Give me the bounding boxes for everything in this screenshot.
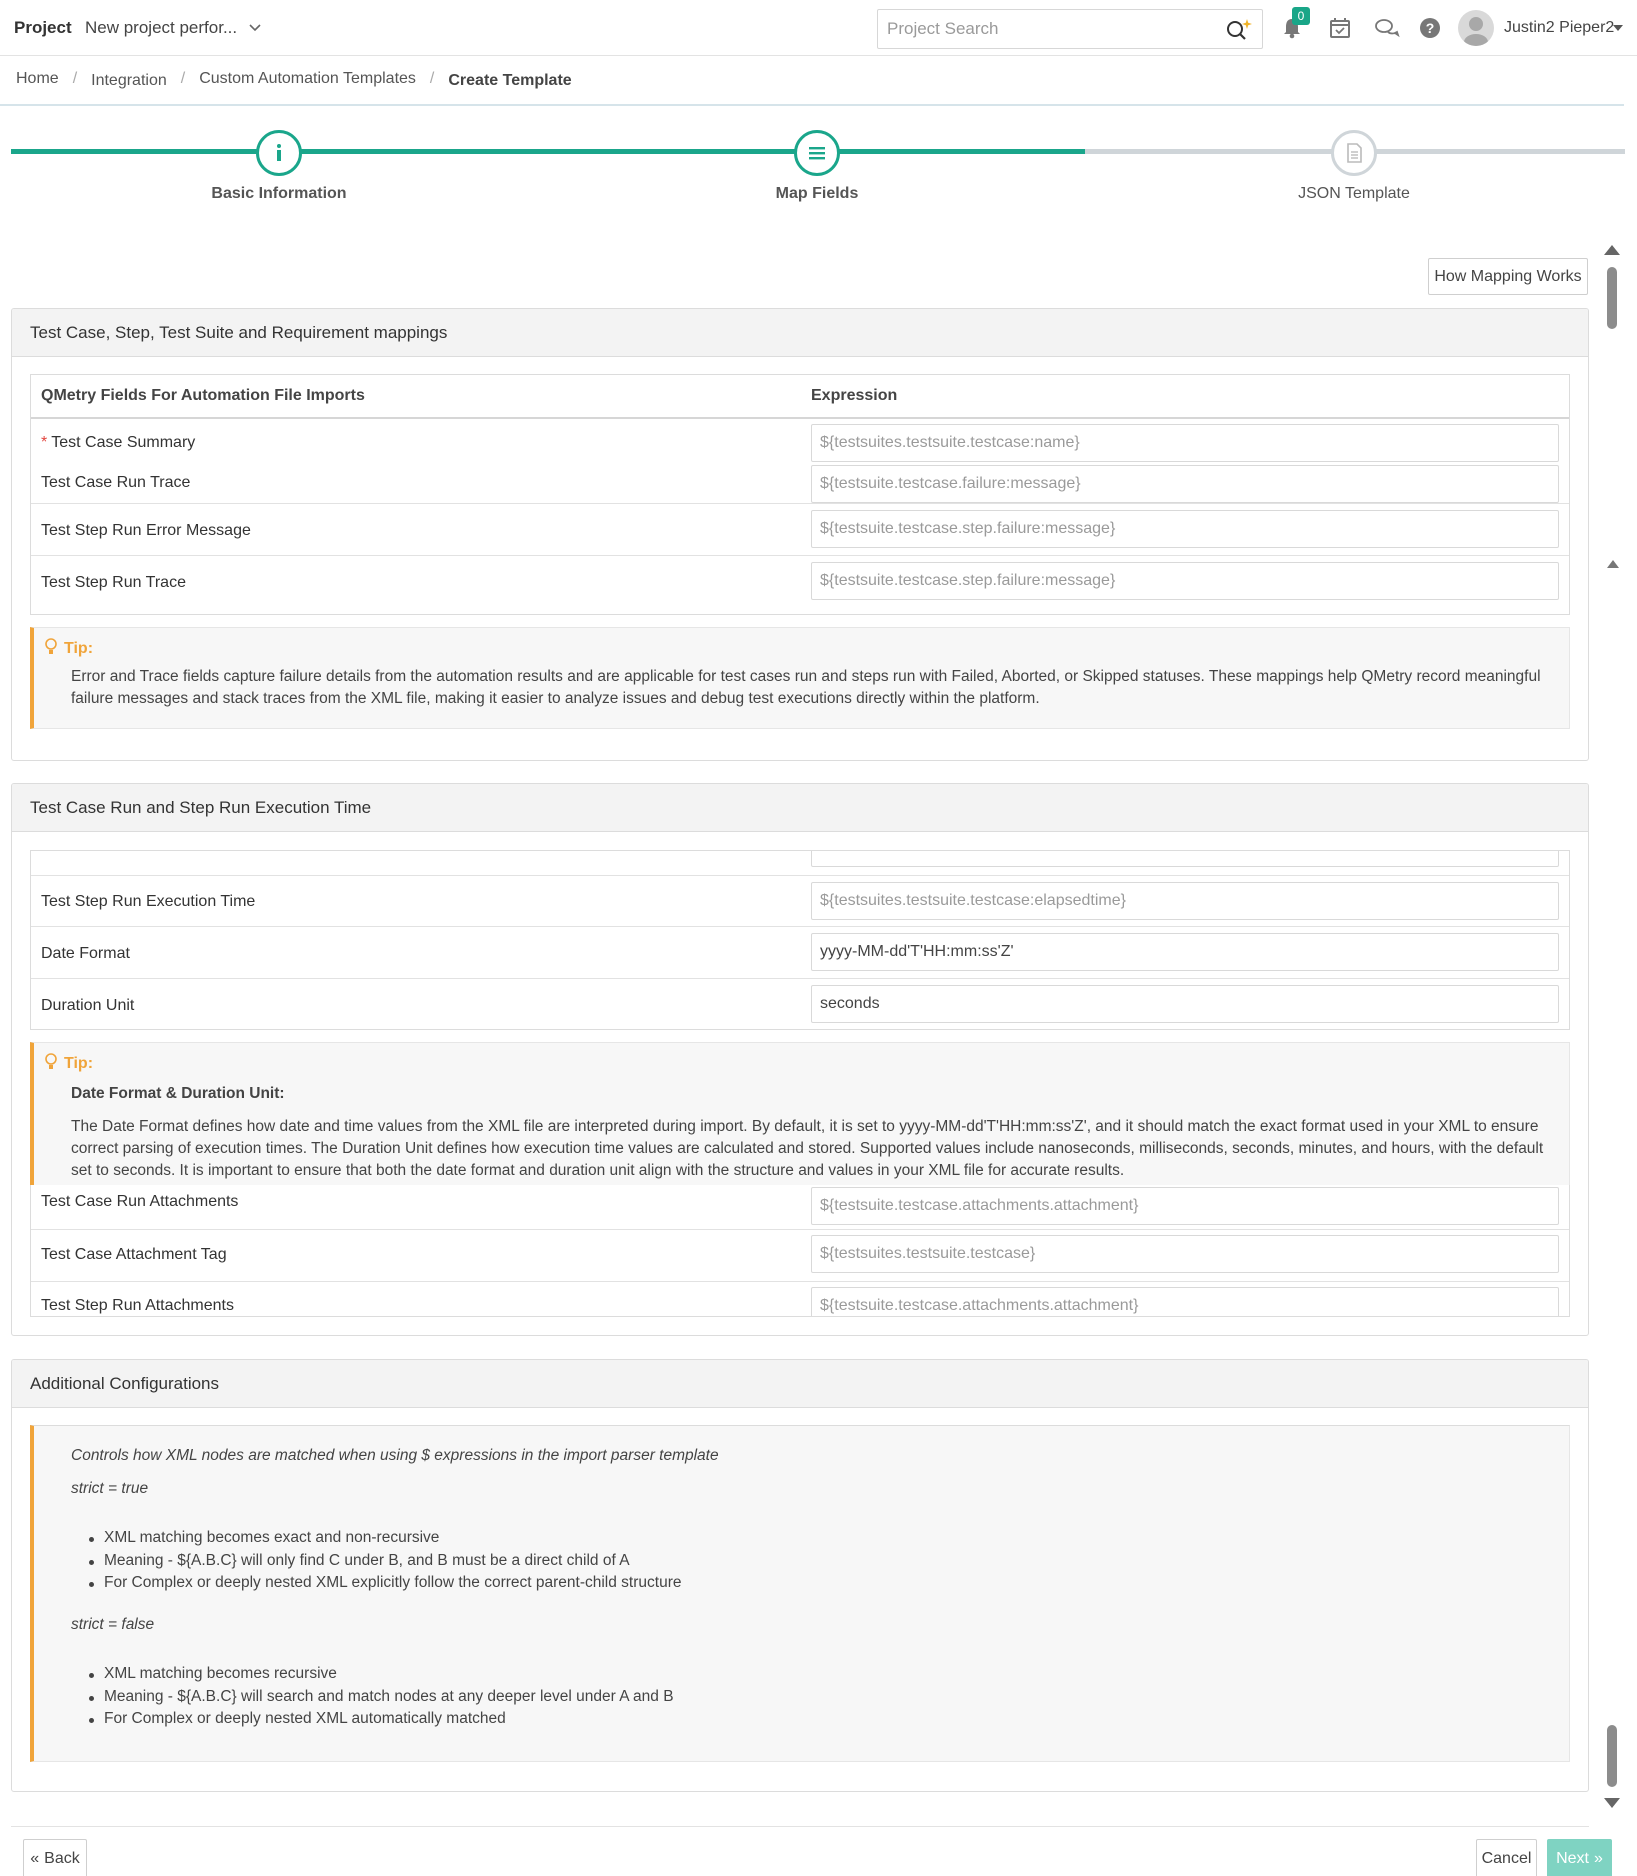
divider — [0, 104, 1624, 106]
breadcrumb: Home / Integration / Custom Automation Templates / Create Template — [16, 70, 572, 89]
document-icon — [1342, 141, 1366, 165]
next-button[interactable]: Next » — [1547, 1839, 1612, 1876]
chevron-down-icon[interactable] — [247, 20, 263, 36]
field-label: Test Step Run Attachments — [41, 1297, 234, 1314]
panel-title: Additional Configurations — [12, 1360, 1588, 1408]
table-row — [31, 926, 1569, 978]
field-label: Duration Unit — [41, 997, 135, 1014]
field-label: Test Case Run Trace — [41, 474, 191, 491]
field-label: Test Step Run Execution Time — [41, 893, 256, 910]
list-item: For Complex or deeply nested XML explicitly follow the correct parent-child structure — [104, 1574, 682, 1591]
execution-time-panel — [11, 783, 1589, 1336]
strict-intro: Controls how XML nodes are matched when using $ expressions in the import parser template — [71, 1447, 719, 1464]
tip-title: Tip: — [44, 1053, 93, 1073]
svg-text:?: ? — [1425, 20, 1435, 36]
avatar[interactable] — [1458, 10, 1494, 46]
step-map-fields[interactable] — [794, 130, 840, 176]
back-button[interactable]: « Back — [23, 1839, 87, 1876]
help-icon[interactable] — [1416, 14, 1444, 42]
project-selector[interactable]: New project perfor... — [85, 18, 238, 37]
step-basic-information[interactable] — [256, 130, 302, 176]
expression-input[interactable]: ${testsuites.testsuite.testcase} — [811, 1235, 1559, 1273]
step-label-basic-information: Basic Information — [211, 185, 347, 202]
tip-title: Tip: — [44, 638, 93, 658]
field-label: Test Case Attachment Tag — [41, 1246, 227, 1263]
strict-info-box — [30, 1425, 1570, 1762]
expression-input[interactable]: ${testsuite.testcase.attachments.attachment} — [811, 1287, 1559, 1317]
field-label: Test Step Run Error Message — [41, 522, 251, 539]
scrollbar-thumb-lower[interactable] — [1607, 1725, 1617, 1787]
footer-divider — [11, 1826, 1589, 1827]
list-item: Meaning - ${A.B.C} will search and match nodes at any deeper level under A and B — [104, 1688, 674, 1705]
additional-configurations-panel — [11, 1359, 1589, 1792]
expression-input[interactable]: ${testsuite.testcase.step.failure:message} — [811, 562, 1559, 600]
list-icon — [805, 141, 829, 165]
column-header-expression: Expression — [811, 387, 898, 404]
lightbulb-icon — [44, 1053, 58, 1071]
tip-box — [30, 1042, 1570, 1185]
list-item: XML matching becomes recursive — [104, 1665, 337, 1682]
expression-input[interactable]: ${testsuite.testcase.attachments.attachment} — [811, 1187, 1559, 1225]
attachments-table — [30, 1185, 1570, 1317]
table-row — [31, 503, 1569, 555]
table-row — [31, 1281, 1569, 1317]
breadcrumb-integration[interactable]: Integration — [91, 72, 167, 89]
scroll-down-arrow[interactable] — [1604, 1798, 1620, 1808]
user-icon — [1458, 10, 1494, 46]
how-mapping-works-button[interactable]: How Mapping Works — [1428, 258, 1588, 295]
cancel-button[interactable]: Cancel — [1476, 1839, 1537, 1876]
strict-true-label: strict = true — [71, 1480, 149, 1497]
table-row — [31, 555, 1569, 607]
table-row-clipped — [31, 850, 1569, 875]
user-name[interactable]: Justin2 Pieper2 — [1504, 19, 1615, 36]
expression-input[interactable]: ${testsuites.testsuite.testcase:elapsedtime} — [811, 882, 1559, 920]
project-search-input[interactable] — [878, 10, 1208, 48]
table-row — [31, 417, 1569, 460]
lightbulb-icon — [44, 638, 58, 656]
scroll-marker — [1607, 560, 1619, 568]
tip-text: Error and Trace fields capture failure details from the automation results and are applicable for test cases run and steps run with Failed, Aborted, or Skipped statuses. These mappings help QMetry record meaningful failure messages and stack traces from the XML file, making it easier to analyze issues and debug test executions directly within the platform. — [71, 668, 1541, 707]
top-bar — [0, 0, 1637, 56]
tip-box — [30, 627, 1570, 729]
scroll-up-arrow[interactable] — [1604, 245, 1620, 255]
scrollbar-thumb[interactable] — [1607, 267, 1617, 329]
step-label-map-fields: Map Fields — [775, 185, 859, 202]
ai-search-icon[interactable] — [1224, 16, 1254, 44]
table-row — [31, 1229, 1569, 1281]
stepper-progress — [11, 149, 1085, 154]
table-row — [31, 875, 1569, 926]
calendar-icon[interactable] — [1326, 14, 1354, 42]
table-row — [31, 1185, 1569, 1229]
field-label: Test Case Run Attachments — [41, 1193, 239, 1210]
mappings-table — [30, 374, 1570, 615]
duration-unit-input[interactable]: seconds — [811, 985, 1559, 1023]
info-icon — [267, 141, 291, 165]
column-header-field: QMetry Fields For Automation File Imports — [41, 387, 365, 404]
double-chevron-right-icon: » — [1594, 1850, 1603, 1867]
mappings-panel — [11, 308, 1589, 761]
notification-badge: 0 — [1292, 7, 1310, 25]
project-search-box — [877, 9, 1263, 49]
caret-down-icon[interactable] — [1613, 25, 1623, 31]
expression-input[interactable]: ${testsuite.testcase.step.failure:message} — [811, 510, 1559, 548]
strict-false-label: strict = false — [71, 1616, 155, 1633]
field-label: * Test Case Summary — [41, 434, 196, 451]
required-marker: * — [41, 434, 48, 451]
breadcrumb-custom-templates[interactable]: Custom Automation Templates — [199, 70, 416, 87]
field-label: Date Format — [41, 945, 130, 962]
tip-subtitle: Date Format & Duration Unit: — [71, 1085, 285, 1102]
expression-input[interactable] — [811, 850, 1559, 867]
step-json-template[interactable] — [1331, 130, 1377, 176]
step-label-json-template: JSON Template — [1298, 185, 1410, 202]
list-item: For Complex or deeply nested XML automatically matched — [104, 1710, 506, 1727]
date-format-input[interactable]: yyyy-MM-dd'T'HH:mm:ss'Z' — [811, 933, 1559, 971]
table-row — [31, 978, 1569, 1030]
table-row — [31, 460, 1569, 503]
field-label: Test Step Run Trace — [41, 574, 186, 591]
panel-title: Test Case Run and Step Run Execution Time — [12, 784, 1588, 832]
expression-input[interactable]: ${testsuites.testsuite.testcase:name} — [811, 424, 1559, 462]
double-chevron-left-icon: « — [30, 1850, 40, 1867]
breadcrumb-home[interactable]: Home — [16, 70, 59, 87]
tip-text: The Date Format defines how date and time values from the XML file are interpreted during import. By default, it is set to yyyy-MM-dd'T'HH:mm:ss'Z', and it should match the exact format used in your XML to ensure correct parsing of execution times. The Duration Unit defines how execution time values are calculated and stored. Supported values include nanoseconds, milliseconds, seconds, minutes, and hours, with the default set to seconds. It is important to ensure that both the date format and duration unit align with the structure and values in your XML file for accurate results. — [71, 1118, 1544, 1179]
expression-input[interactable]: ${testsuite.testcase.failure:message} — [811, 465, 1559, 503]
list-item: XML matching becomes exact and non-recursive — [104, 1529, 440, 1546]
chat-icon[interactable] — [1373, 14, 1401, 42]
execution-time-table — [30, 850, 1570, 1030]
project-label: Project — [14, 18, 72, 37]
list-item: Meaning - ${A.B.C} will only find C under B, and B must be a direct child of A — [104, 1552, 630, 1569]
panel-title: Test Case, Step, Test Suite and Requirement mappings — [12, 309, 1588, 357]
breadcrumb-current: Create Template — [448, 72, 572, 89]
